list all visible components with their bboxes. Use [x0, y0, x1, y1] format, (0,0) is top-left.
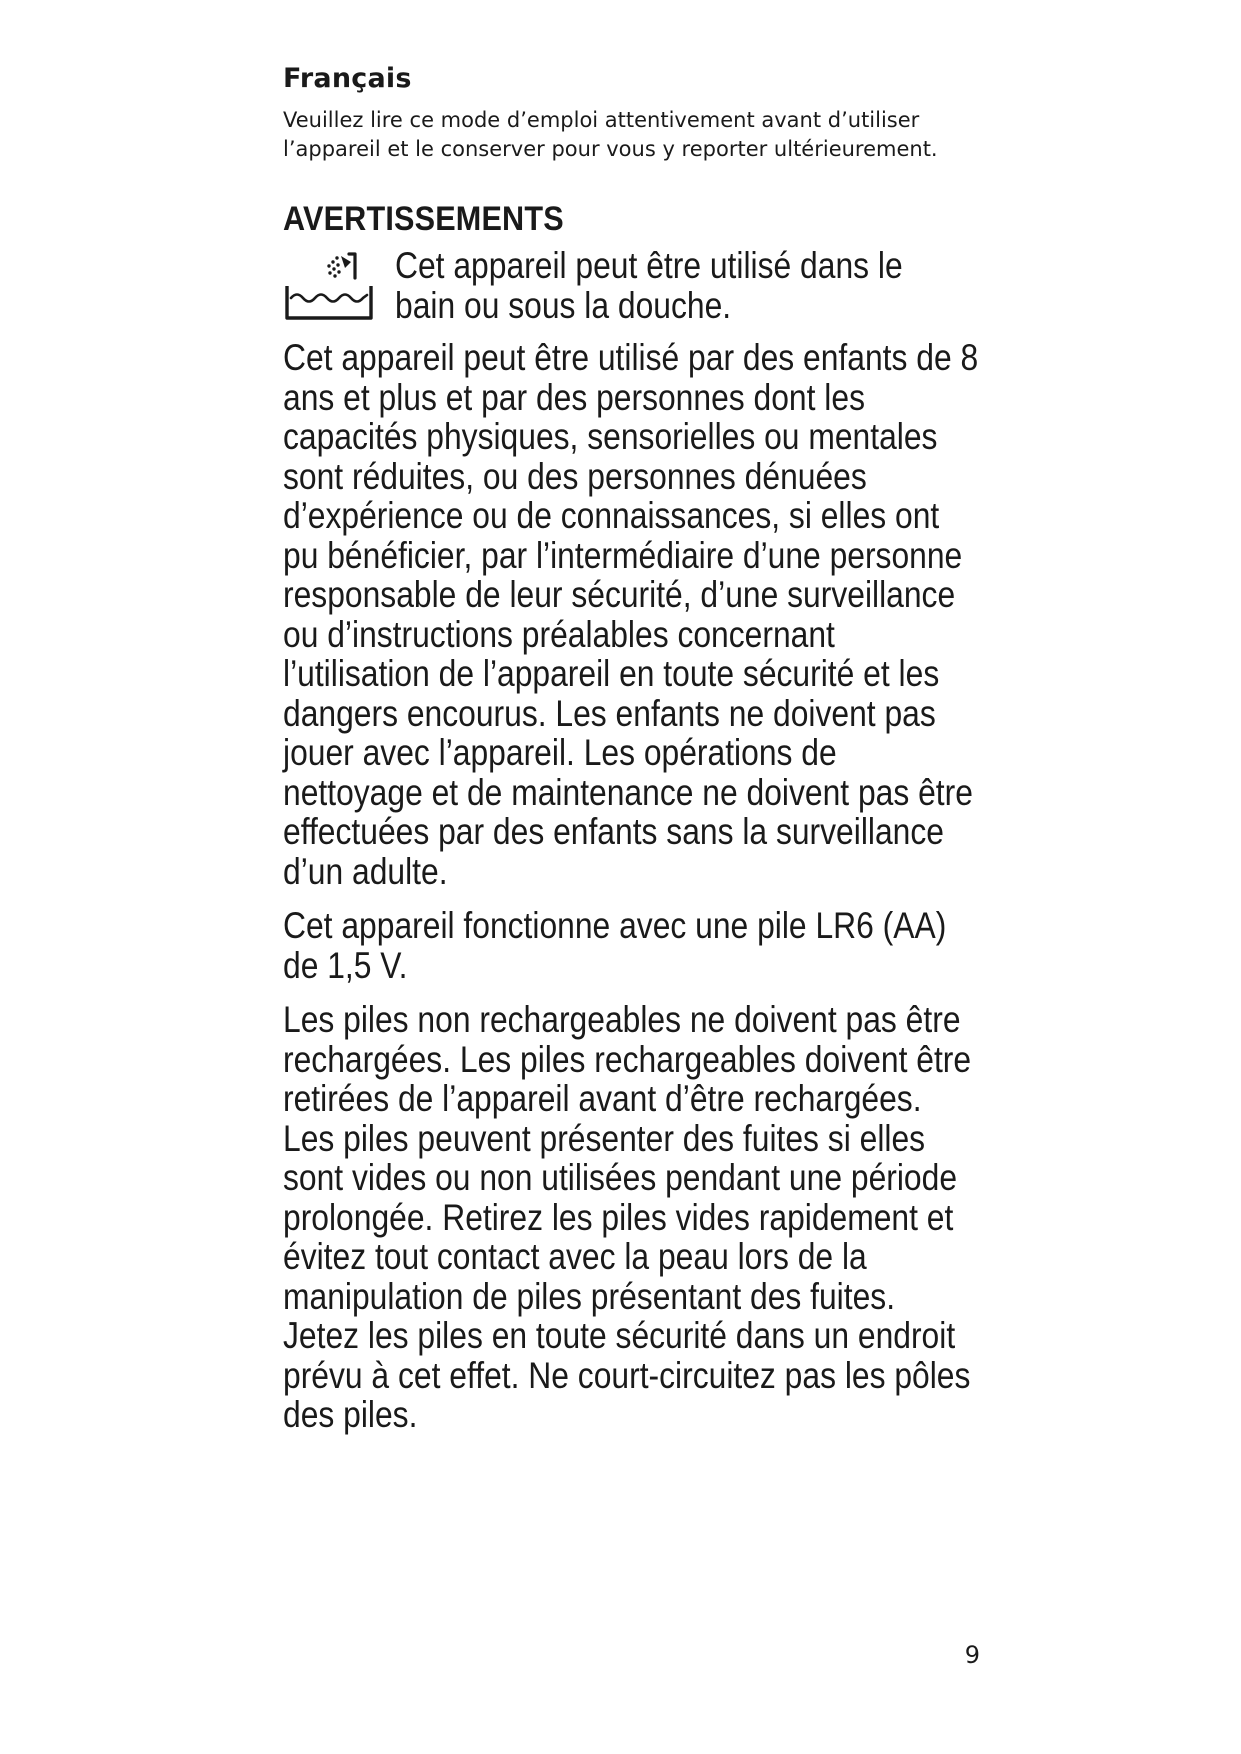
intro-text: Veuillez lire ce mode d’emploi attentivement avant d’utiliser l’appareil et le conserver pour vous y reporter ultérieurement. — [283, 108, 938, 161]
content-column — [283, 62, 983, 1435]
bath-usage-row — [283, 244, 983, 328]
warning-paragraph: Cet appareil peut être utilisé par des enfants de 8 ans et plus et par des personnes dont les capacités physiques, sensorielles ou mentales sont réduites, ou des personnes dénuées d’expérience ou de connaissances, si elles ont pu bénéficier, par l’intermédiaire d’une personne responsable de leur sécurité, d’une surveillance ou d’instructions préalables concernant l’utilisation de l’appareil en toute sécurité et les dangers encourus. Les enfants ne doivent pas jouer avec l’appareil. Les opérations de nettoyage et de maintenance ne doivent pas être effectuées par des enfants sans la surveillance d’un adulte. — [283, 337, 979, 892]
battery-type-paragraph: Cet appareil fonctionne avec une pile LR6 (AA) de 1,5 V. — [283, 905, 947, 986]
page-number: 9 — [964, 1641, 980, 1669]
warnings-heading: AVERTISSEMENTS — [283, 200, 564, 238]
bath-usage-text: Cet appareil peut être utilisé dans le bain ou sous la douche. — [395, 245, 903, 326]
language-heading: Français — [283, 63, 412, 94]
bath-shower-icon — [283, 248, 375, 322]
battery-safety-paragraph: Les piles non rechargeables ne doivent pas être rechargées. Les piles rechargeables doivent être retirées de l’appareil avant d’être rechargées. Les piles peuvent présenter des fuites si elles sont vides ou non utilisées pendant une période prolongée. Retirez les piles vides rapidement et évitez tout contact avec la peau lors de la manipulation de piles présentant des fuites. Jetez les piles en toute sécurité dans un endroit prévu à cet effet. Ne court-circuitez pas les pôles des piles. — [283, 999, 972, 1435]
